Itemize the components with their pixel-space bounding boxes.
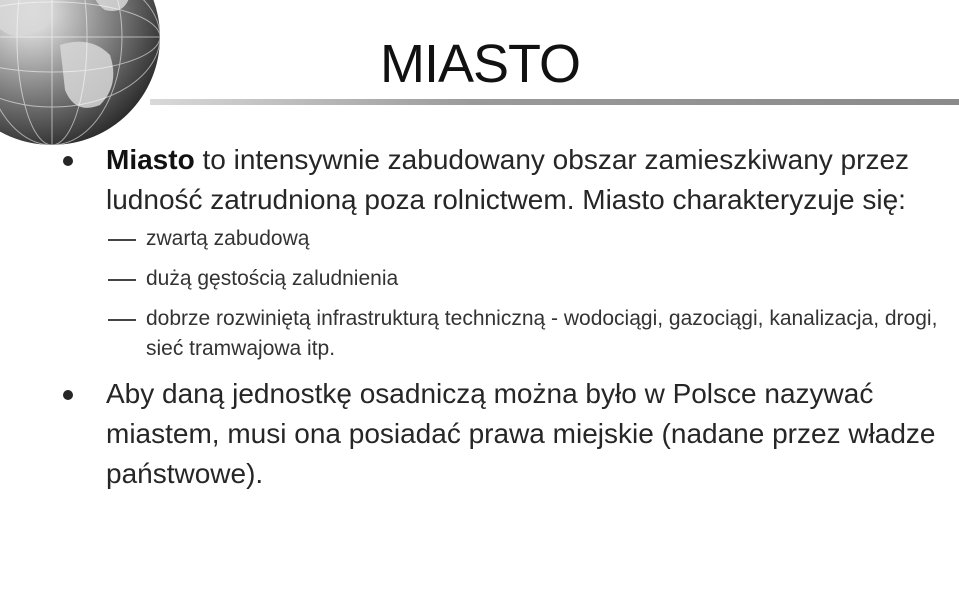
slide-content [60, 140, 940, 494]
subitem-zaludnienie [60, 264, 940, 294]
subitem-text: dobrze rozwiniętą infrastrukturą techniczną - wodociągi, gazociągi, kanalizacja, drogi, sieć tramwajowa itp. [146, 307, 938, 360]
bullet-dot-icon [63, 390, 73, 400]
dash-icon [108, 239, 136, 241]
slide-title: MIASTO [379, 34, 581, 94]
prawa-miejskie-text: Aby daną jednostkę osadniczą można było w Polsce nazywać miastem, musi ona posiadać prawa miejskie (nadane przez władze państwowe). [106, 378, 936, 489]
term-miasto: Miasto [106, 144, 195, 175]
subitem-infrastruktura [60, 304, 940, 364]
bullet-dot-icon [63, 156, 73, 166]
bullet-definition [60, 140, 940, 220]
globe-icon [0, 0, 165, 150]
title-divider [150, 99, 959, 105]
subitem-text: zwartą zabudową [146, 227, 310, 250]
dash-icon [108, 279, 136, 281]
definition-text: to intensywnie zabudowany obszar zamieszkiwany przez ludność zatrudnioną poza rolnictwem. Miasto charakteryzuje się: [106, 144, 910, 215]
bullet-prawa-miejskie [60, 374, 940, 494]
subitem-text: dużą gęstością zaludnienia [146, 267, 399, 290]
dash-icon [108, 319, 136, 321]
subitem-zabudowa [60, 224, 940, 254]
